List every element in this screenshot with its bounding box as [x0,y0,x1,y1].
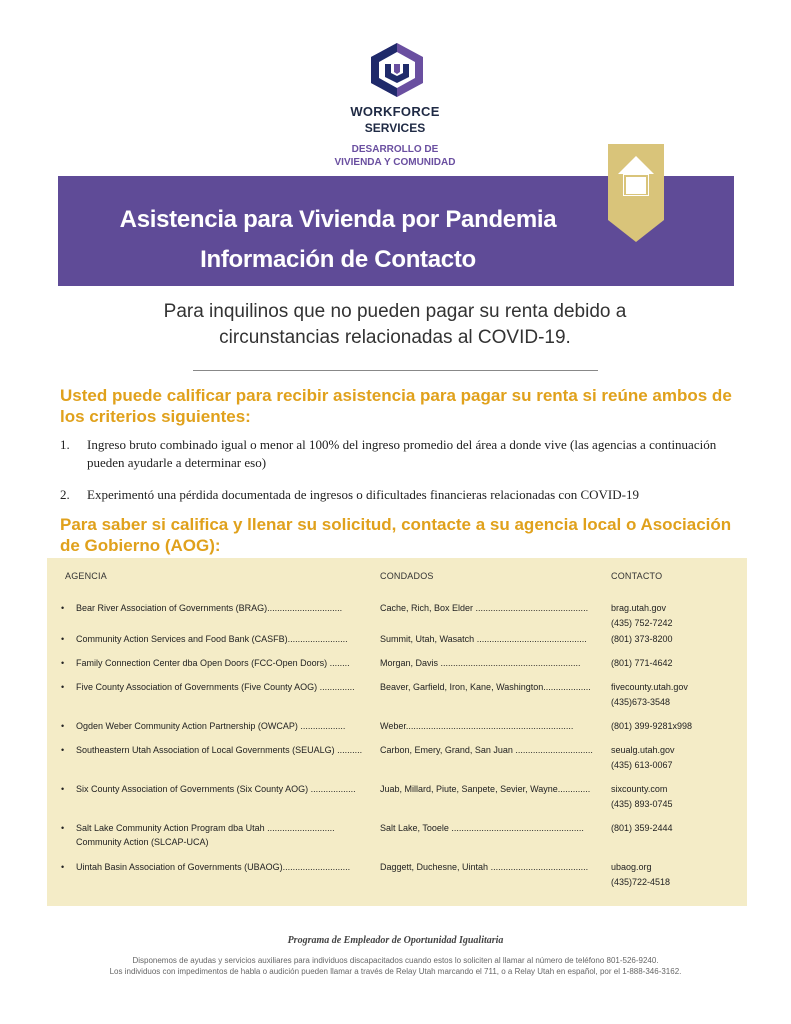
subtitle-line1: Para inquilinos que no pueden pagar su renta debido a [163,301,627,322]
footer-note-line2: Los individuos con impedimentos de habla o audición pueden llamar a través de Relay Utah marcando el 711, o a Relay Utah en español, por el 1-888-346-3162. [109,967,682,976]
contact-website[interactable]: brag.utah.gov [611,603,667,613]
page-title-line2: Información de Contacto [200,246,476,273]
contact-phone: (435) 752-7242 [611,618,673,628]
workforce-services-logo [370,42,424,98]
counties: Weber................................................................... [380,721,574,731]
criteria-number: 2. [60,487,70,502]
criteria-list [60,436,740,504]
contact-phone: (801) 359-2444 [611,823,673,833]
criteria-text: Experimentó una pérdida documentada de ingresos o dificultades financieras relacionadas con COVID-19 [87,487,639,502]
contact-phone: (435) 893-0745 [611,799,673,809]
column-header-agency: AGENCIA [65,571,107,581]
bullet: • [61,823,65,833]
agency-name: Family Connection Center dba Open Doors (FCC-Open Doors) ........ [76,658,350,668]
bullet: • [61,862,65,872]
bullet: • [61,745,65,755]
agency-name: Uintah Basin Association of Governments (UBAOG)........................... [76,862,351,872]
subtitle [120,299,670,351]
contact-heading: Para saber si califica y llenar su solicitud, contacte a su agencia local o Asociación de Gobierno (AOG): [60,515,732,555]
contact-website[interactable]: seualg.utah.gov [611,745,675,755]
column-header-counties: CONDADOS [380,571,434,581]
criteria-text: Ingreso bruto combinado igual o menor al 100% del ingreso promedio del área a donde vive (las agencias a continuación pueden ayudarle a determinar eso) [87,437,717,470]
subtitle-line2: circunstancias relacionadas al COVID-19. [219,327,571,348]
house-pin-icon [608,144,664,242]
bullet: • [61,682,65,692]
contact-phone: (801) 771-4642 [611,658,673,668]
footer-note-line1: Disponemos de ayudas y servicios auxiliares para individuos discapacitados cuando estos lo soliciten al llamar al número de teléfono 801-526-9240. [132,956,659,965]
bullet: • [61,634,65,644]
bullet: • [61,658,65,668]
department-line1: DESARROLLO DE [351,144,439,155]
bullet: • [61,784,65,794]
footer-title: Programa de Empleador de Oportunidad Igualitaria [287,935,504,946]
contact-phone: (801) 399-9281x998 [611,721,693,731]
counties: Cache, Rich, Box Elder ............................................. [380,603,589,613]
contact-website[interactable]: fivecounty.utah.gov [611,682,688,692]
criteria-item [60,486,740,504]
agency-name: Ogden Weber Community Action Partnership (OWCAP) .................. [76,721,346,731]
counties: Daggett, Duchesne, Uintah ....................................... [380,862,589,872]
bullet: • [61,603,65,613]
department-line2: VIVIENDA Y COMUNIDAD [334,157,456,168]
page-title [58,200,618,280]
contact-phone: (801) 373-8200 [611,634,673,644]
column-header-contact: CONTACTO [611,571,663,581]
agency-name: Six County Association of Governments (Six County AOG) .................. [76,784,356,794]
agency-name: Southeastern Utah Association of Local Governments (SEUALG) .......... [76,745,363,755]
agency-name: Bear River Association of Governments (BRAG).............................. [76,603,343,613]
counties: Morgan, Davis ........................................................ [380,658,581,668]
contact-website[interactable]: ubaog.org [611,862,652,872]
counties: Summit, Utah, Wasatch ............................................ [380,634,587,644]
department-name [290,143,500,169]
counties: Carbon, Emery, Grand, San Juan ............................... [380,745,593,755]
contact-phone: (435)673-3548 [611,697,671,707]
contact-website[interactable]: sixcounty.com [611,784,668,794]
criteria-item [60,436,740,472]
org-name-line2: SERVICES [364,121,426,135]
footer-note [0,955,791,977]
counties: Beaver, Garfield, Iron, Kane, Washington................... [380,682,591,692]
org-name-line1: WORKFORCE [350,104,440,119]
agency-name: Community Action Services and Food Bank (CASFB)........................ [76,634,348,644]
criteria-number: 1. [60,437,70,452]
criteria-heading: Usted puede calificar para recibir asistencia para pagar su renta si reúne ambos de los criterios siguientes: [60,386,732,426]
agency-name: Salt Lake Community Action Program dba Utah ........................... Community Action (SLCAP-UCA) [76,823,335,847]
page-title-line1: Asistencia para Vivienda por Pandemia [119,206,557,233]
contact-phone: (435)722-4518 [611,877,671,887]
bullet: • [61,721,65,731]
counties: Salt Lake, Tooele ..................................................... [380,823,584,833]
divider [193,370,598,371]
contact-phone: (435) 613-0067 [611,760,673,770]
counties: Juab, Millard, Piute, Sanpete, Sevier, Wayne............. [380,784,591,794]
agency-name: Five County Association of Governments (Five County AOG) .............. [76,682,355,692]
